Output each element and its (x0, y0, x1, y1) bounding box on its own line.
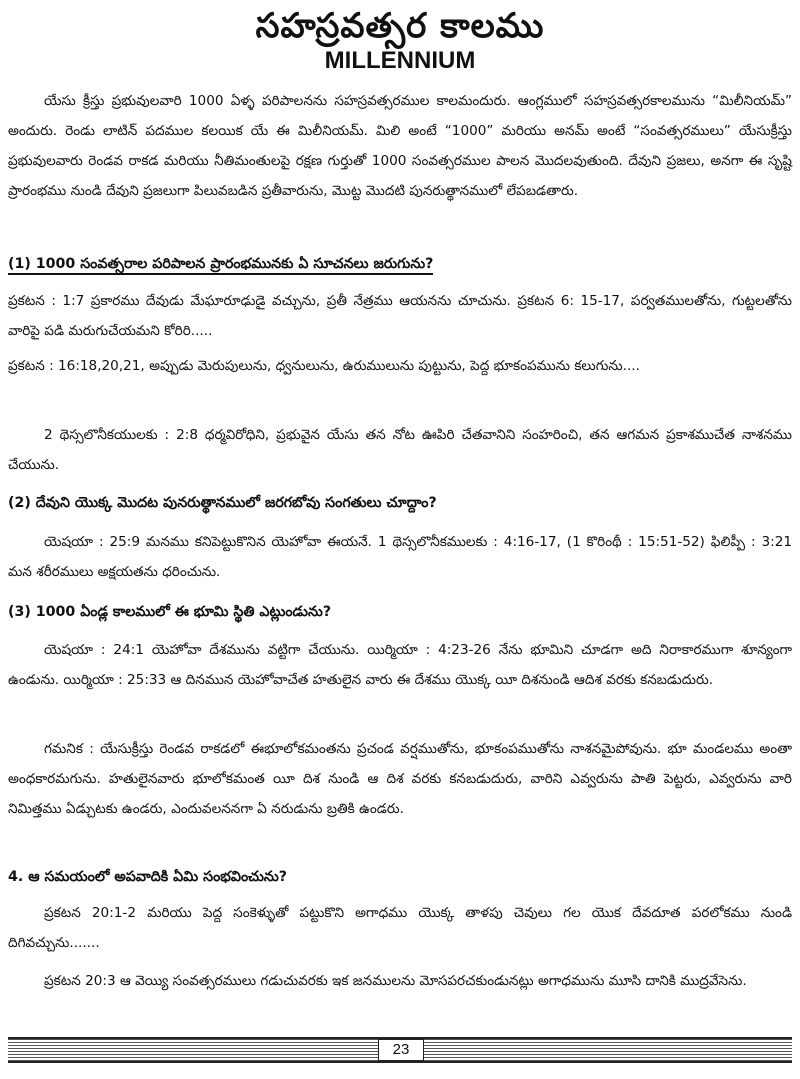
page-number: 23 (378, 1039, 424, 1061)
section-3-paragraph-2: గమనిక : యేసుక్రీస్తు రెండవ రాకడలో ఈభూలోకమంతను ప్రచండ వర్షముతోను, భూకంపముతోను నాశనమైపోవును. భూ మండలము అంతా అంధకారమగును. హతులైనవారు భూలోకమంత యీ దిశ నుండి ఆ దిశ వరకు కనబడుదురు, వారిని ఎవ్వరును పాతి పెట్టరు, ఎవ్వరును వారి నిమిత్తము ఏడ్చుటకు ఉండరు, ఎందువలననగా ఏ నరుడును బ్రతికి ఉండరు. (8, 741, 792, 817)
section-2-paragraph-1: యెషయా : 25:9 మనము కనిపెట్టుకొనిన యెహోవా ఈయనే. 1 థెస్సలొనీకములకు : 4:16-17, (1 కొరింథీ : 15:51-52) ఫిలిప్పీ : 3:21 మన శరీరములు అక్షయతను ధరించును. (8, 534, 792, 580)
intro-paragraph: యేసు క్రీస్తు ప్రభువులవారి 1000 ఏళ్ళ పరిపాలనను సహస్రవత్సరముల కాలమందురు. ఆంగ్లములో సహస్రవత్సరకాలమును “మిలీనియమ్” అందురు. రెండు లాటిన్ పదముల కలయిక యే ఈ మిలీనియమ్. మిలి అంటే “1000” మరియు అనమ్ అంటే “సంవత్సరములు” యేసుక్రీస్తు ప్రభువులవారు రెండవ రాకడ మరియు నీతిమంతులపై రక్షణ గుర్తుతో 1000 సంవత్సరముల పాలన మొదలవుతుంది. దేవుని ప్రజలు, అనగా ఈ సృష్టి ప్రారంభము నుండి దేవుని ప్రజలుగా పిలువబడిన ప్రతీవారును, మొట్ట మొదటి పునరుత్థానములో లేపబడతారు. (8, 93, 792, 199)
page-title-telugu: సహస్రవత్సర కాలము (255, 6, 545, 46)
section-1-paragraph-2: ప్రకటన : 16:18,20,21, అప్పుడు మెరుపులును, ధ్వనులును, ఉరుములును పుట్టును, పెద్ద భూకంపమును కలుగును.... (8, 358, 640, 374)
section-3-paragraph-1: యెషయా : 24:1 యెహోవా దేశమును వట్టిగా చేయును. యిర్మియా : 4:23-26 నేను భూమిని చూడగా అది నిరాకారముగా శూన్యంగా ఉండును. యిర్మియా : 25:33 ఆ దినమున యెహోవాచేత హతులైన వారు ఈ దేశము యొక్క యీ దిశనుండి ఆదిశ వరకు కనబడుదురు. (8, 642, 792, 688)
section-2-heading (8, 488, 792, 518)
section-4-paragraph-1: ప్రకటన 20:1-2 మరియు పెద్ద సంకెళ్ళుతో పట్టుకొని అగాధము యొక్క తాళపు చెవులు గల యొక దేవదూత పరలోకము నుండి దిగివచ్చును....... (8, 905, 792, 951)
section-4-heading (8, 862, 792, 892)
section-1-heading-text: (1) 1000 సంవత్సరాల పరిపాలన ప్రారంభమునకు ఏ సూచనలు జరుగును? (8, 256, 433, 275)
page-title-english: MILLENNIUM (324, 47, 476, 74)
section-1-paragraph-1: ప్రకటన : 1:7 ప్రకారము దేవుడు మేఘారూఢుడై వచ్చును, ప్రతీ నేత్రము ఆయనను చూచును. ప్రకటన 6: 15-17, పర్వతములతోను, గుట్టలతోను వారిపై పడి మరుగుచేయమని కోరిరి..... (8, 293, 792, 339)
section-2-heading-text: (2) దేవుని యొక్క మొదట పునరుత్థానములో జరగబోవు సంగతులు చూద్దాం? (8, 495, 437, 511)
section-1-paragraph-3: 2 థెస్సలొనీకయులకు : 2:8 ధర్మవిరోధిని, ప్రభువైన యేసు తన నోట ఊపిరి చేతవానిని సంహరించి, తన ఆగమన ప్రకాశముచేత నాశనము చేయును. (8, 427, 792, 473)
section-4-paragraph-2: ప్రకటన 20:3 ఆ వెయ్యి సంవత్సరములు గడుచువరకు ఇక జనములను మోసపరచకుండునట్లు అగాధమును మూసి దానికి ముద్రవేసెను. (44, 973, 747, 989)
section-3-heading-text: (3) 1000 ఏండ్ల కాలములో ఈ భూమి స్థితి ఎట్లుండును? (8, 604, 332, 620)
section-1-heading (8, 249, 792, 279)
section-3-heading (8, 597, 792, 627)
section-4-heading-text: 4. ఆ సమయంలో అపవాదికి ఏమి సంభవించును? (8, 869, 287, 885)
